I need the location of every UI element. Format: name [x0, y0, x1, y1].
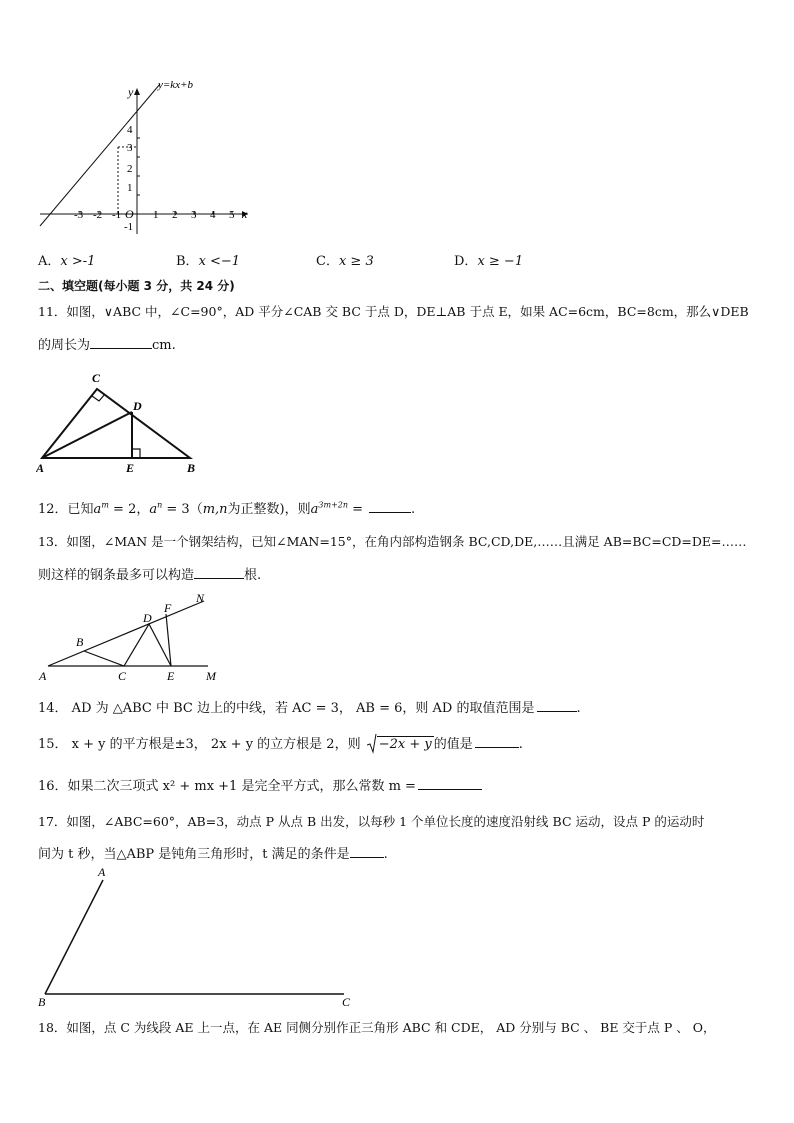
label-a: A	[36, 461, 45, 475]
x-tick: -1	[112, 209, 122, 221]
y-axis-label: y	[128, 85, 134, 99]
y-tick: 2	[127, 163, 133, 175]
label-e: E	[167, 669, 175, 683]
q14: 14． AD 为 △ABC 中 BC 边上的中线，若 AC = 3， AB = 6，则 AD 的取值范围是 .	[38, 701, 581, 716]
q18: 18．如图，点 C 为线段 AE 上一点，在 AE 同侧分别作正三角形 ABC 和 CDE， AD 分别与 BC 、 BE 交于点 P 、 O，	[38, 1020, 716, 1035]
choice-c: C．x ≥ 3	[316, 254, 374, 269]
y-tick: -1	[124, 221, 134, 233]
q15: 15． x + y 的平方根是±3， 2x + y 的立方根是 2，则 −2x + y 的值是 .	[38, 733, 523, 752]
graph-line-label: y=kx+b	[158, 79, 193, 91]
radical: −2x + y	[367, 737, 434, 752]
q11-line2: 的周长为 cm.	[38, 338, 176, 353]
choice-b: B．x <−1	[176, 254, 241, 269]
q12: 12．已知$a^m = 2$，$a^n = 3(m,n$为正整数)，则$a^{3m+2n}$ = .	[38, 500, 416, 517]
label-e: E	[126, 461, 135, 475]
answer-blank	[475, 735, 519, 748]
q13-line1: 13．如图，∠MAN 是一个钢架结构，已知∠MAN=15°，在角内部构造钢条 BC,CD,DE,……且满足 AB=BC=CD=DE=……	[38, 534, 747, 549]
q17-line1: 17．如图，∠ABC=60°，AB=3，动点 P 从点 B 出发，以每秒 1 个单位长度的速度沿射线 BC 运动，设点 P 的运动时	[38, 814, 705, 829]
q16: 16．如果二次三项式 x² + mx +1 是完全平方式，那么常数 m =	[38, 775, 482, 794]
answer-blank	[369, 500, 411, 513]
label-b: B	[38, 995, 46, 1009]
answer-blank	[537, 699, 577, 712]
figure-q11-triangle	[36, 368, 206, 476]
label-a: A	[98, 865, 106, 879]
label-a: A	[39, 669, 47, 683]
label-c: C	[92, 371, 101, 385]
figure-q17-angle	[36, 864, 366, 1012]
label-c: C	[342, 995, 351, 1009]
choice-a: A．x >-1	[38, 254, 96, 269]
x-tick: 3	[191, 209, 197, 221]
y-tick: 1	[127, 182, 133, 194]
label-m: M	[206, 669, 216, 683]
x-tick: 2	[172, 209, 178, 221]
label-b: B	[76, 635, 84, 649]
x-axis-label: x	[242, 207, 248, 221]
label-f: F	[164, 601, 172, 615]
x-tick: 5	[229, 209, 235, 221]
x-tick: 1	[153, 209, 159, 221]
linear-function-graph	[36, 76, 256, 236]
answer-blank	[194, 566, 244, 579]
label-n: N	[196, 591, 205, 605]
label-d: D	[143, 611, 152, 625]
q11-line1: 11．如图，∨ABC 中，∠C=90°，AD 平分∠CAB 交 BC 于点 D，DE⊥AB 于点 E，如果 AC=6cm，BC=8cm，那么∨DEB	[38, 304, 749, 319]
section-title: 二、填空题(每小题 3 分，共 24 分)	[38, 279, 235, 293]
figure-q13-steel-frame	[36, 590, 226, 685]
answer-blank	[350, 845, 384, 858]
choice-d: D．x ≥ −1	[454, 254, 524, 269]
q13-line2: 则这样的钢条最多可以构造 根.	[38, 568, 262, 583]
label-d: D	[133, 399, 142, 413]
radical-sign-icon	[367, 734, 377, 754]
label-c: C	[118, 669, 127, 683]
x-tick: -3	[74, 209, 84, 221]
label-b: B	[187, 461, 196, 475]
origin-label: O	[125, 207, 134, 221]
y-tick: 4	[127, 124, 133, 136]
answer-blank	[418, 777, 482, 790]
q17-line2: 间为 t 秒，当△ABP 是钝角三角形时，t 满足的条件是 .	[38, 847, 388, 862]
x-tick: -2	[93, 209, 103, 221]
answer-blank	[90, 336, 152, 349]
x-tick: 4	[210, 209, 216, 221]
y-tick: 3	[127, 142, 133, 154]
